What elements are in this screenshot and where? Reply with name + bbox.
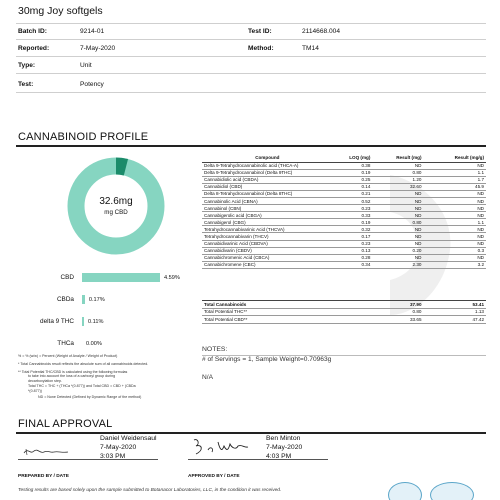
batch-label: Batch ID: [18,28,47,35]
reported-value: 7-May-2020 [80,45,116,52]
result-mg-g-cell: 1.7 [424,176,487,183]
compound-cell: Cannabigerol (CBG) [202,219,333,226]
totals-body [202,301,486,324]
approved-date: 7-May-2020 [266,444,303,451]
footnote: * Total Cannabinoids result reflects the absolute sum of all cannabinoids detected. [18,361,149,366]
table-row [202,162,486,169]
footnote: to take into account the loss of a carboxyl group during [28,374,116,379]
total-loq-cell [333,316,373,324]
test-label: Test: [18,81,34,88]
compound-cell: Cannabinol (CBN) [202,205,333,212]
loq-cell: 0.14 [333,183,373,190]
table-row [202,240,486,247]
loq-cell: 0.25 [333,176,373,183]
result-mg-g-cell: ND [424,254,487,261]
result-mg-cell: 1.20 [372,176,423,183]
result-mg-cell: 32.60 [372,183,423,190]
header-rule [16,73,486,74]
column-header: Result (mg/g) [424,154,487,162]
bar-percent: 0.11% [88,319,104,325]
table-body [202,162,486,268]
result-mg-cell: ND [372,197,423,204]
compound-cell: Tetrahydrocannabivarinic Acid (THCVA) [202,226,333,233]
table-row [202,247,486,254]
total-mg-g-cell: 47.42 [424,316,487,324]
table-row [202,176,486,183]
result-mg-g-cell: ND [424,226,487,233]
batch-value: 9214-01 [80,28,105,35]
result-mg-g-cell: ND [424,240,487,247]
result-mg-cell: ND [372,233,423,240]
approved-label: APPROVED BY / DATE [188,474,240,479]
result-mg-cell: ND [372,190,423,197]
test-id-label: Test ID: [248,28,272,35]
type-label: Type: [18,62,36,69]
result-mg-g-cell: 1.1 [424,169,487,176]
result-mg-g-cell: ND [424,197,487,204]
prepared-signature-line [18,459,158,460]
loq-cell: 0.52 [333,197,373,204]
total-mg-cell: 33.65 [372,316,423,324]
result-mg-cell: 2.30 [372,261,423,268]
method-label: Method: [248,45,274,52]
table-row [202,226,486,233]
result-mg-cell: 0.20 [372,247,423,254]
bar [82,295,85,304]
profile-heading: CANNABINOID PROFILE [18,131,149,143]
bar-percent: 0.00% [86,341,102,347]
loq-cell: 0.34 [333,261,373,268]
table-row [202,169,486,176]
column-header: LOQ (mg) [333,154,373,162]
approval-heading: FINAL APPROVAL [18,418,113,430]
result-mg-cell: ND [372,254,423,261]
footnote: *(0.877)) [28,388,42,393]
prepared-signature [22,443,70,459]
bar-label: delta 9 THC [40,318,74,325]
approved-name: Ben Minton [266,435,301,442]
bar [82,317,84,326]
loq-cell: 0.23 [333,205,373,212]
total-mg-g-cell: 53.41 [424,301,487,309]
test-id-value: 2114668.004 [302,28,341,35]
result-mg-cell: 0.80 [372,219,423,226]
result-mg-cell: ND [372,205,423,212]
notes-heading: NOTES: [202,346,228,353]
result-mg-g-cell: 0.3 [424,247,487,254]
result-mg-g-cell: ND [424,205,487,212]
result-mg-g-cell: 3.2 [424,261,487,268]
compound-cell: Cannabidivarin (CBDV) [202,247,333,254]
compound-cell: Delta 9-Tetrahydrocannabinol (Delta 9THC) [202,169,333,176]
compound-cell: Cannabichromenic Acid (CBCA) [202,254,333,261]
approved-signature [190,436,250,458]
compound-cell: Cannabidiolic acid (CBDA) [202,176,333,183]
result-mg-cell: ND [372,162,423,169]
table-row [202,254,486,261]
bar [82,273,160,282]
total-mg-cell: 37.90 [372,301,423,309]
compound-cell: Cannabidiol (CBD) [202,183,333,190]
totals-table [202,300,486,324]
bar-label: CBD [60,274,74,281]
column-header: Result (mg) [372,154,423,162]
table-row [202,190,486,197]
notes-servings: # of Servings = 1, Sample Weight=0.70963g [202,356,332,363]
profile-heading-rule [16,145,486,147]
compound-cell: Cannabichromene (CBC) [202,261,333,268]
loq-cell: 0.28 [333,254,373,261]
loq-cell: 0.33 [333,212,373,219]
footnote: decarboxylation step. [28,379,62,384]
table-row [202,197,486,204]
bar-percent: 4.59% [164,275,180,281]
page-title: 30mg Joy softgels [18,5,103,17]
total-mg-cell: 0.80 [372,308,423,316]
result-mg-cell: ND [372,212,423,219]
prepared-label: PREPARED BY / DATE [18,474,69,479]
total-loq-cell [333,308,373,316]
compound-cell: Cannabigerolic acid (CBGA) [202,212,333,219]
cannabinoid-table [202,154,486,269]
type-value: Unit [80,62,92,69]
bar-label: CBDa [56,296,74,303]
accreditation-seal [388,482,422,500]
table-row [202,205,486,212]
bar-percent: 0.17% [88,297,105,303]
totals-row [202,316,486,324]
footnote: Total THC = THC + (THCa *(0.877)) and Total CBD = CBD + (CBDa [28,383,136,388]
approval-heading-rule [16,432,486,434]
result-mg-cell: ND [372,226,423,233]
result-mg-g-cell: ND [424,162,487,169]
footnote: ND = None Detected (Defined by Dynamic Range of the method) [38,394,142,399]
result-mg-cell: 0.80 [372,169,423,176]
footnote: ** Total Potential THC/CBD is calculated using the following formulas [18,369,128,374]
header-rule [16,23,486,24]
total-mg-g-cell: 1.13 [424,308,487,316]
compound-cell: Cannabidivarinic Acid (CBDVA) [202,240,333,247]
total-loq-cell [333,301,373,309]
loq-cell: 0.21 [333,190,373,197]
loq-cell: 0.19 [333,169,373,176]
test-value: Potency [80,81,104,88]
result-mg-g-cell: 45.9 [424,183,487,190]
loq-cell: 0.17 [333,233,373,240]
table-row [202,219,486,226]
donut-unit: mg CBD [104,209,128,216]
result-mg-g-cell: ND [424,233,487,240]
method-value: TM14 [302,45,319,52]
compound-cell: Tetrahydrocannabivarin (THCV) [202,233,333,240]
table-row [202,261,486,268]
header-rule [16,39,486,40]
loq-cell: 0.19 [333,219,373,226]
reported-label: Reported: [18,45,50,52]
total-label-cell: Total Potential CBD** [202,316,333,324]
table-row [202,212,486,219]
table-row [202,183,486,190]
result-mg-g-cell: 1.1 [424,219,487,226]
prepared-name: Daniel Weidensaul [100,435,157,442]
column-header: Compound [202,154,333,162]
compound-cell: Delta 8-Tetrahydrocannabinol (Delta 8THC) [202,190,333,197]
loq-cell: 0.23 [333,240,373,247]
accreditation-seal [430,482,474,500]
prepared-time: 3:03 PM [100,453,126,460]
result-mg-cell: ND [372,240,423,247]
prepared-date: 7-May-2020 [100,444,137,451]
disclaimer: Testing results are based solely upon the sample submitted to Botanacor Laboratories, LLC, in the condition it was received. [18,488,282,493]
compound-cell: Delta 9-Tetrahydrocannabinolic acid (THCA-A) [202,162,333,169]
totals-row [202,301,486,309]
loq-cell: 0.38 [333,162,373,169]
notes-na: N/A [202,374,213,381]
table-row [202,233,486,240]
total-label-cell: Total Potential THC** [202,308,333,316]
donut-value: 32.6mg [99,196,133,207]
footnote: % = % (w/w) = Percent (Weight of Analyte / Weight of Product) [18,354,118,358]
footnotes [18,354,188,399]
result-mg-g-cell: ND [424,212,487,219]
header-rule [16,92,486,93]
header-rule [16,56,486,57]
loq-cell: 0.32 [333,226,373,233]
totals-row [202,308,486,316]
approved-time: 4:03 PM [266,453,292,460]
donut-center [66,156,166,256]
approved-signature-line [188,459,328,460]
bar-label: THCa [57,340,74,347]
total-label-cell: Total Cannabinoids [202,301,333,309]
loq-cell: 0.13 [333,247,373,254]
result-mg-g-cell: ND [424,190,487,197]
table-header-row [202,154,486,162]
compound-cell: Cannabinolic Acid (CBNA) [202,197,333,204]
